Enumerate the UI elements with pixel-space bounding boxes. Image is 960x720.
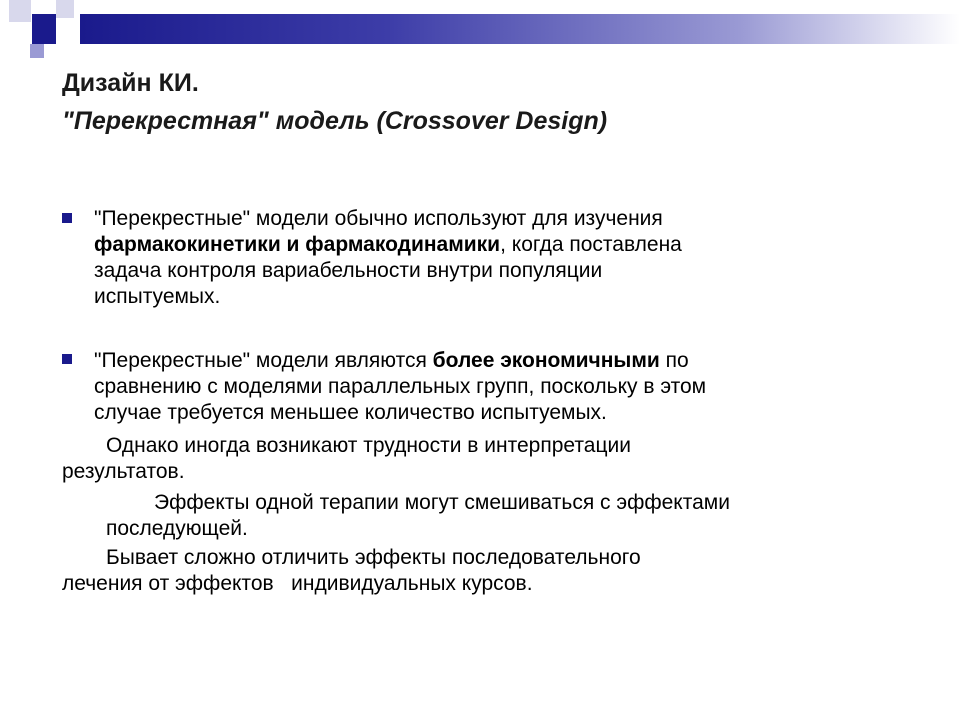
para3-line2: результатов. — [62, 460, 185, 483]
para5-line1: Бывает сложно отличить эффекты последовательного — [106, 546, 641, 569]
bullet-square-icon — [62, 354, 72, 364]
decor-square — [30, 44, 44, 58]
bullet2-line1 — [94, 348, 914, 374]
paragraph-sequential — [62, 545, 902, 597]
title-line-1: Дизайн КИ. — [62, 69, 199, 97]
para5-line2: лечения от эффектов индивидуальных курсов. — [62, 572, 533, 595]
decor-square — [9, 0, 31, 22]
bullet1-bold: фармакокинетики и фармакодинамики — [94, 233, 501, 256]
bullet2-line2: сравнению с моделями параллельных групп, поскольку в этом — [94, 375, 707, 398]
bullet1-line4: испытуемых. — [94, 285, 221, 308]
decor-square — [32, 14, 56, 44]
decor-square — [60, 22, 74, 36]
bullet2-line1-end: по — [659, 349, 689, 372]
bullet2-line3: случае требуется меньшее количество испытуемых. — [94, 401, 607, 424]
para4-line1: Эффекты одной терапии могут смешиваться с эффектами — [154, 491, 730, 514]
header-gradient-band — [80, 14, 960, 44]
slide-title — [62, 64, 607, 140]
bullet2-line1-start: "Перекрестные" модели являются — [94, 349, 433, 372]
para3-line1: Однако иногда возникают трудности в интерпретации — [106, 434, 631, 457]
bullet-square-icon — [62, 213, 72, 223]
title-line-2: "Перекрестная" модель (Crossover Design) — [62, 107, 608, 135]
decor-square — [14, 32, 32, 44]
bullet1-line2-rest: , когда поставлена — [500, 233, 682, 256]
bullet2-bold: более экономичными — [432, 349, 660, 372]
para4-line2: последующей. — [106, 517, 248, 540]
bullet-text-1 — [94, 206, 894, 310]
bullet1-line1: "Перекрестные" модели обычно используют для изучения — [94, 207, 663, 230]
bullet-text-2 — [94, 348, 914, 426]
decor-square — [56, 0, 74, 18]
paragraph-interpretation — [62, 433, 902, 485]
bullet1-line3: задача контроля вариабельности внутри популяции — [94, 259, 603, 282]
bullet1-line2 — [94, 232, 894, 258]
paragraph-effects — [106, 490, 926, 542]
